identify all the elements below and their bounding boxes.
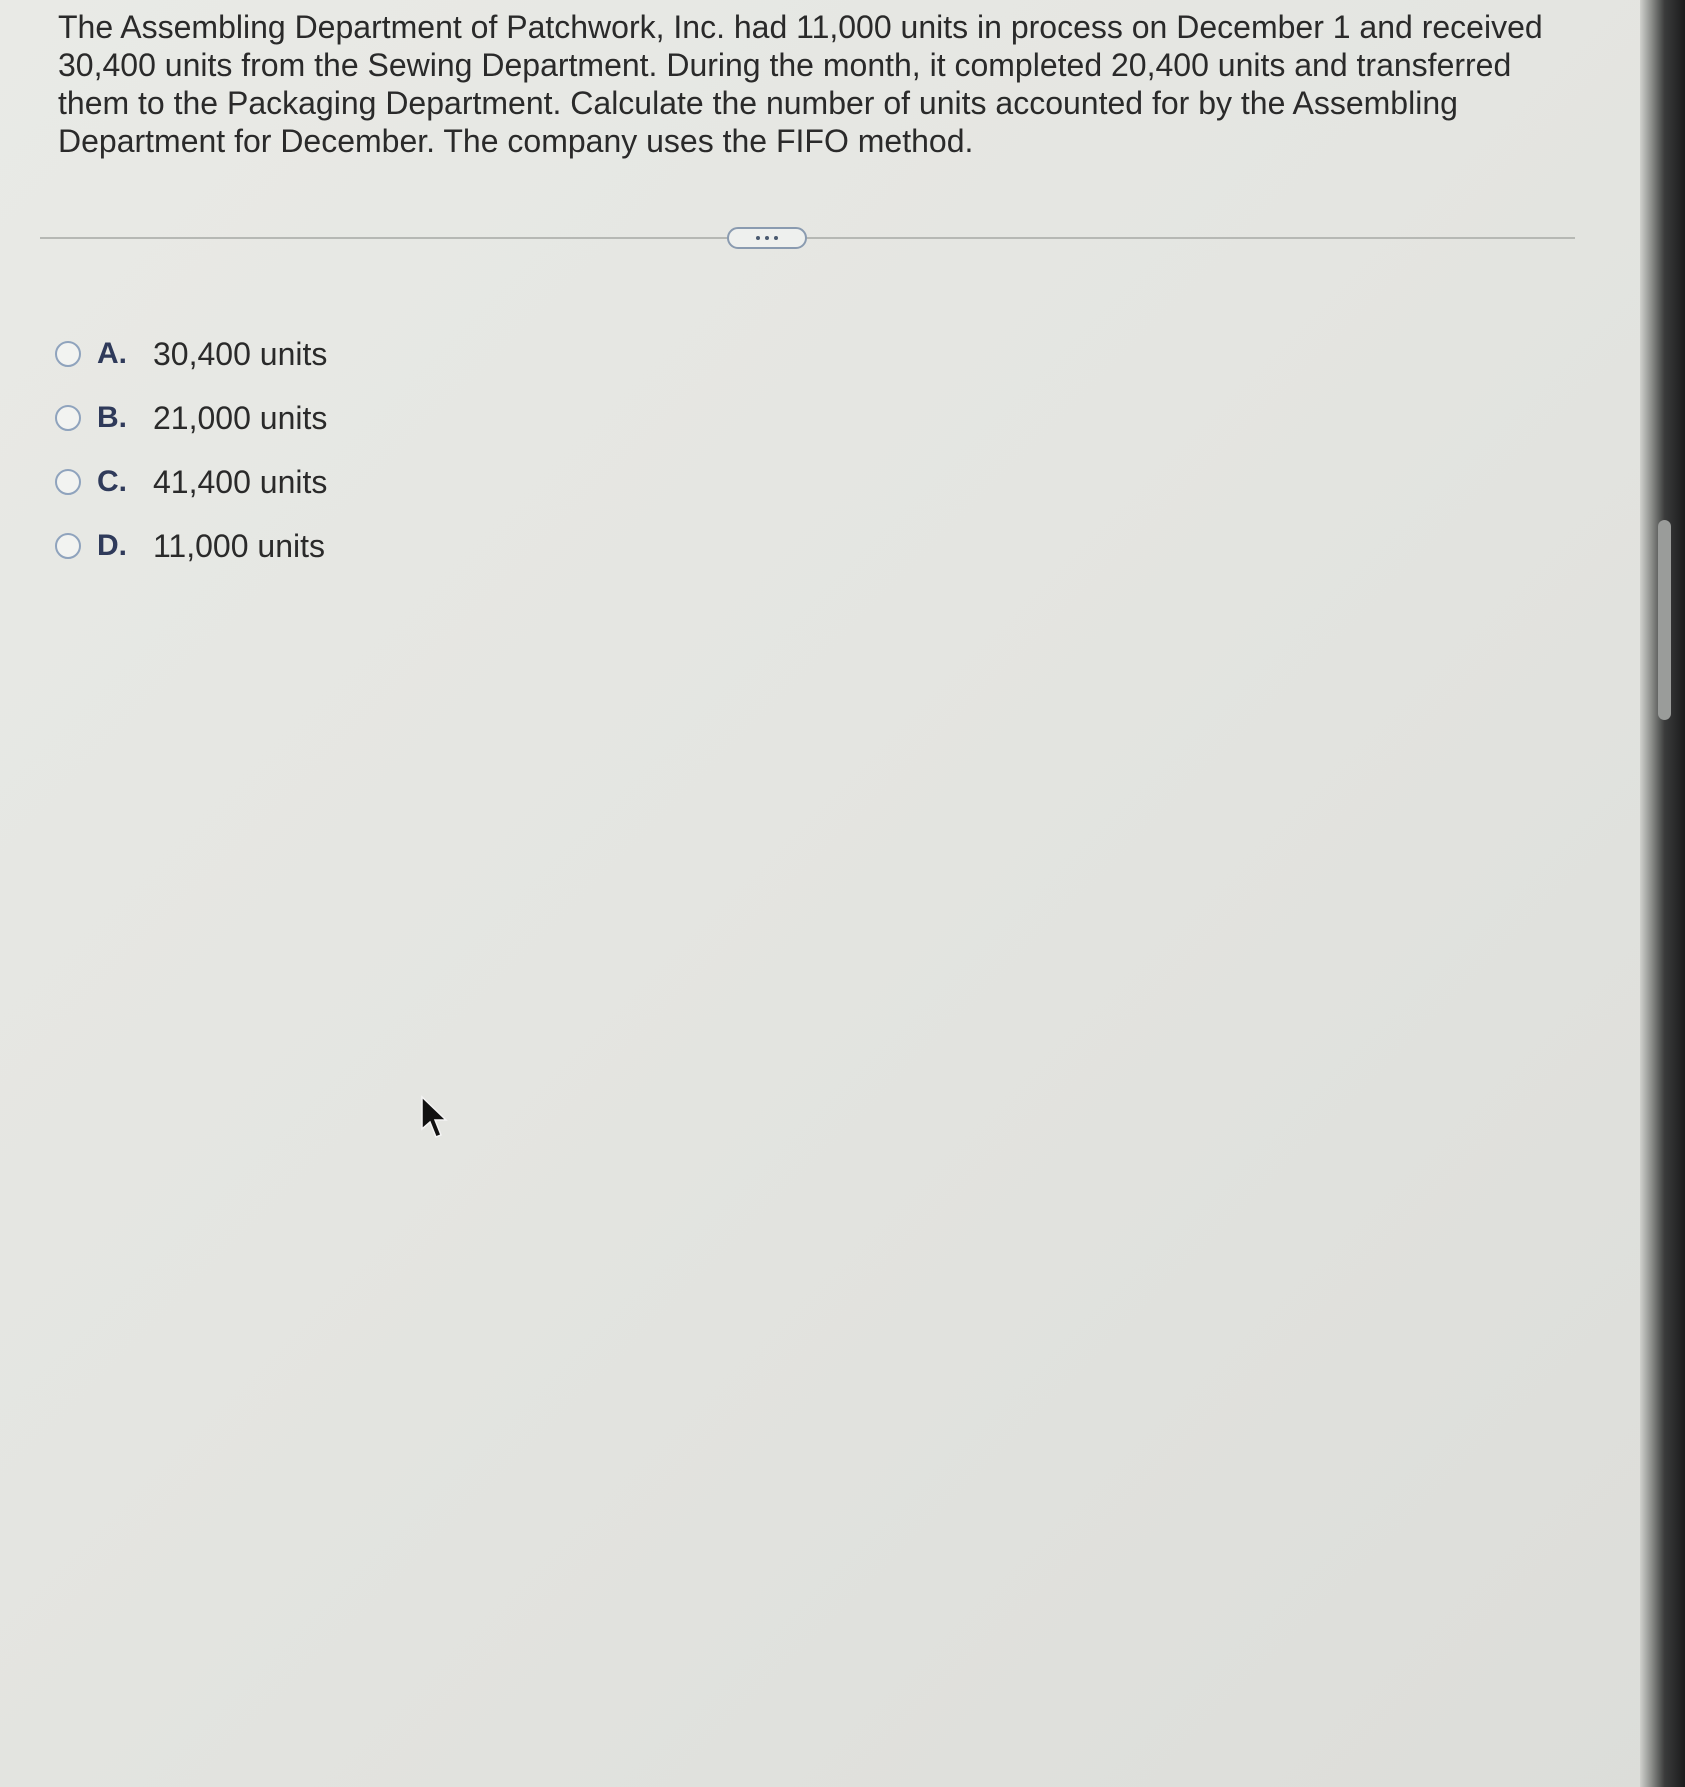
option-b[interactable]: [55, 386, 327, 450]
option-a[interactable]: [55, 322, 327, 386]
option-d[interactable]: [55, 514, 327, 578]
radio-button-b[interactable]: [55, 405, 81, 431]
expand-button[interactable]: [727, 227, 807, 249]
option-c[interactable]: [55, 450, 327, 514]
divider: [40, 237, 1575, 239]
option-label: 11,000 units: [153, 527, 325, 564]
option-letter: D.: [97, 529, 127, 562]
option-letter: B.: [97, 401, 127, 434]
screen-bezel: [1640, 0, 1685, 1787]
option-label: 41,400 units: [153, 463, 328, 500]
more-dots-icon-dot: [774, 236, 778, 240]
radio-button-d[interactable]: [55, 533, 81, 559]
radio-button-c[interactable]: [55, 469, 81, 495]
scrollbar[interactable]: [1658, 520, 1671, 720]
option-label: 30,400 units: [153, 335, 328, 372]
option-letter: A.: [97, 337, 127, 370]
mouse-pointer-icon: [420, 1095, 450, 1143]
radio-button-a[interactable]: [55, 341, 81, 367]
more-dots-icon: [756, 236, 760, 240]
option-letter: C.: [97, 465, 127, 498]
option-label: 21,000 units: [153, 399, 328, 436]
question-text: The Assembling Department of Patchwork, Inc. had 11,000 units in process on December 1 and received 30,400 units from the Sewing Department. During the month, it completed 20,400 units and transferred them to the Packaging Department. Calculate the number of units accounted for by the Assembling Department for December. The company uses the FIFO method.: [58, 9, 1543, 159]
more-dots-icon-dot: [765, 236, 769, 240]
answer-options: [55, 322, 327, 578]
